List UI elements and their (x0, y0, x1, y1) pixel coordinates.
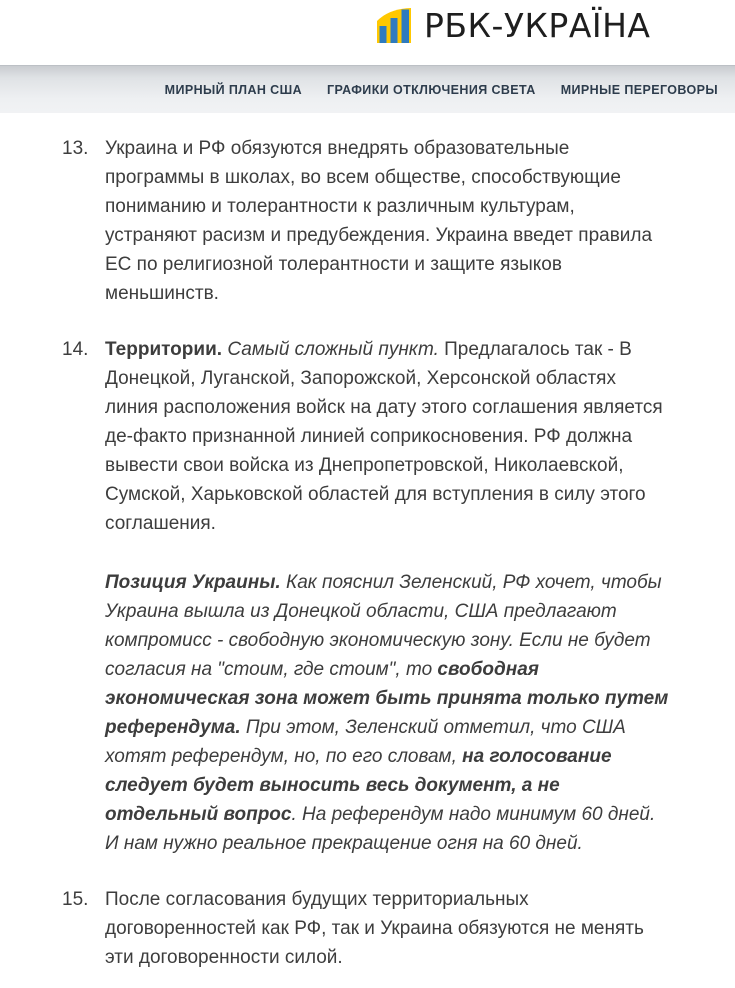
paragraph (105, 134, 671, 308)
paragraph-ukraine-position (105, 568, 671, 858)
text-segment: При этом, Зеленский отметил, что США хотят референдум, но, по его словам, (105, 717, 626, 767)
topic-nav-bar (0, 65, 735, 113)
text-segment: Самый сложный пункт. (227, 339, 439, 360)
text-segment: Украина и РФ обязуются внедрять образовательные программы в школах, во всем обществе, способствующие пониманию и толерантности к различным культурам, устраняют расизм и предубеждения. Украина введет правила ЕС по религиозной толерантности и защите языков меньшинств. (105, 138, 653, 304)
text-segment: свободная экономическая зона может быть принята только путем референдума. (105, 659, 669, 738)
nav-link-blackout-schedules[interactable]: ГРАФИКИ ОТКЛЮЧЕНИЯ СВЕТА (327, 82, 536, 97)
bar-chart-logo-icon (377, 7, 411, 43)
list-item-15 (62, 885, 735, 972)
text-segment: Предлагалось так - В Донецкой, Луганской, Запорожской, Херсонской областях линия расположения войск на дату этого соглашения является де-факто признанной линией соприкосновения. РФ должна вывести свои войска из Днепропетровской, Николаевской, Сумской, Харьковской областей для вступления в силу этого соглашения. (105, 339, 663, 534)
nav-link-peace-talks[interactable]: МИРНЫЕ ПЕРЕГОВОРЫ (560, 82, 718, 97)
nav-link-us-peace-plan[interactable]: МИРНЫЙ ПЛАН США (164, 82, 302, 97)
text-segment: Позиция Украины. (105, 572, 281, 593)
paragraph (105, 335, 671, 538)
rbc-ukraine-logo[interactable] (377, 7, 651, 43)
text-segment: Как пояснил Зеленский, РФ хочет, чтобы Украина вышла из Донецкой области, США предлагают компромисс - свободную экономическую зону. Если не будет согласия на "стоим, где стоим", то (105, 572, 662, 680)
list-item-body (105, 885, 671, 972)
text-segment: на голосование следует будет выносить весь документ, а не отдельный вопрос (105, 746, 612, 825)
list-item-13 (62, 134, 735, 308)
list-item-number: 14. (62, 339, 89, 360)
text-segment: . На референдум надо минимум 60 дней. И нам нужно реальное прекращение огня на 60 дней. (105, 804, 656, 854)
paragraph (105, 885, 671, 972)
site-header (0, 0, 735, 65)
list-item-number: 15. (62, 889, 89, 910)
text-segment: После согласования будущих территориальных договоренностей как РФ, так и Украина обязуются не менять эти договоренности силой. (105, 889, 644, 968)
text-segment: Территории. (105, 339, 223, 360)
article-content (0, 113, 735, 972)
list-item-14 (62, 335, 735, 858)
list-item-number: 13. (62, 138, 89, 159)
list-item-body (105, 335, 671, 858)
rbc-logo-text: РБК-УКРАЇНА (424, 5, 651, 45)
list-item-body (105, 134, 671, 308)
